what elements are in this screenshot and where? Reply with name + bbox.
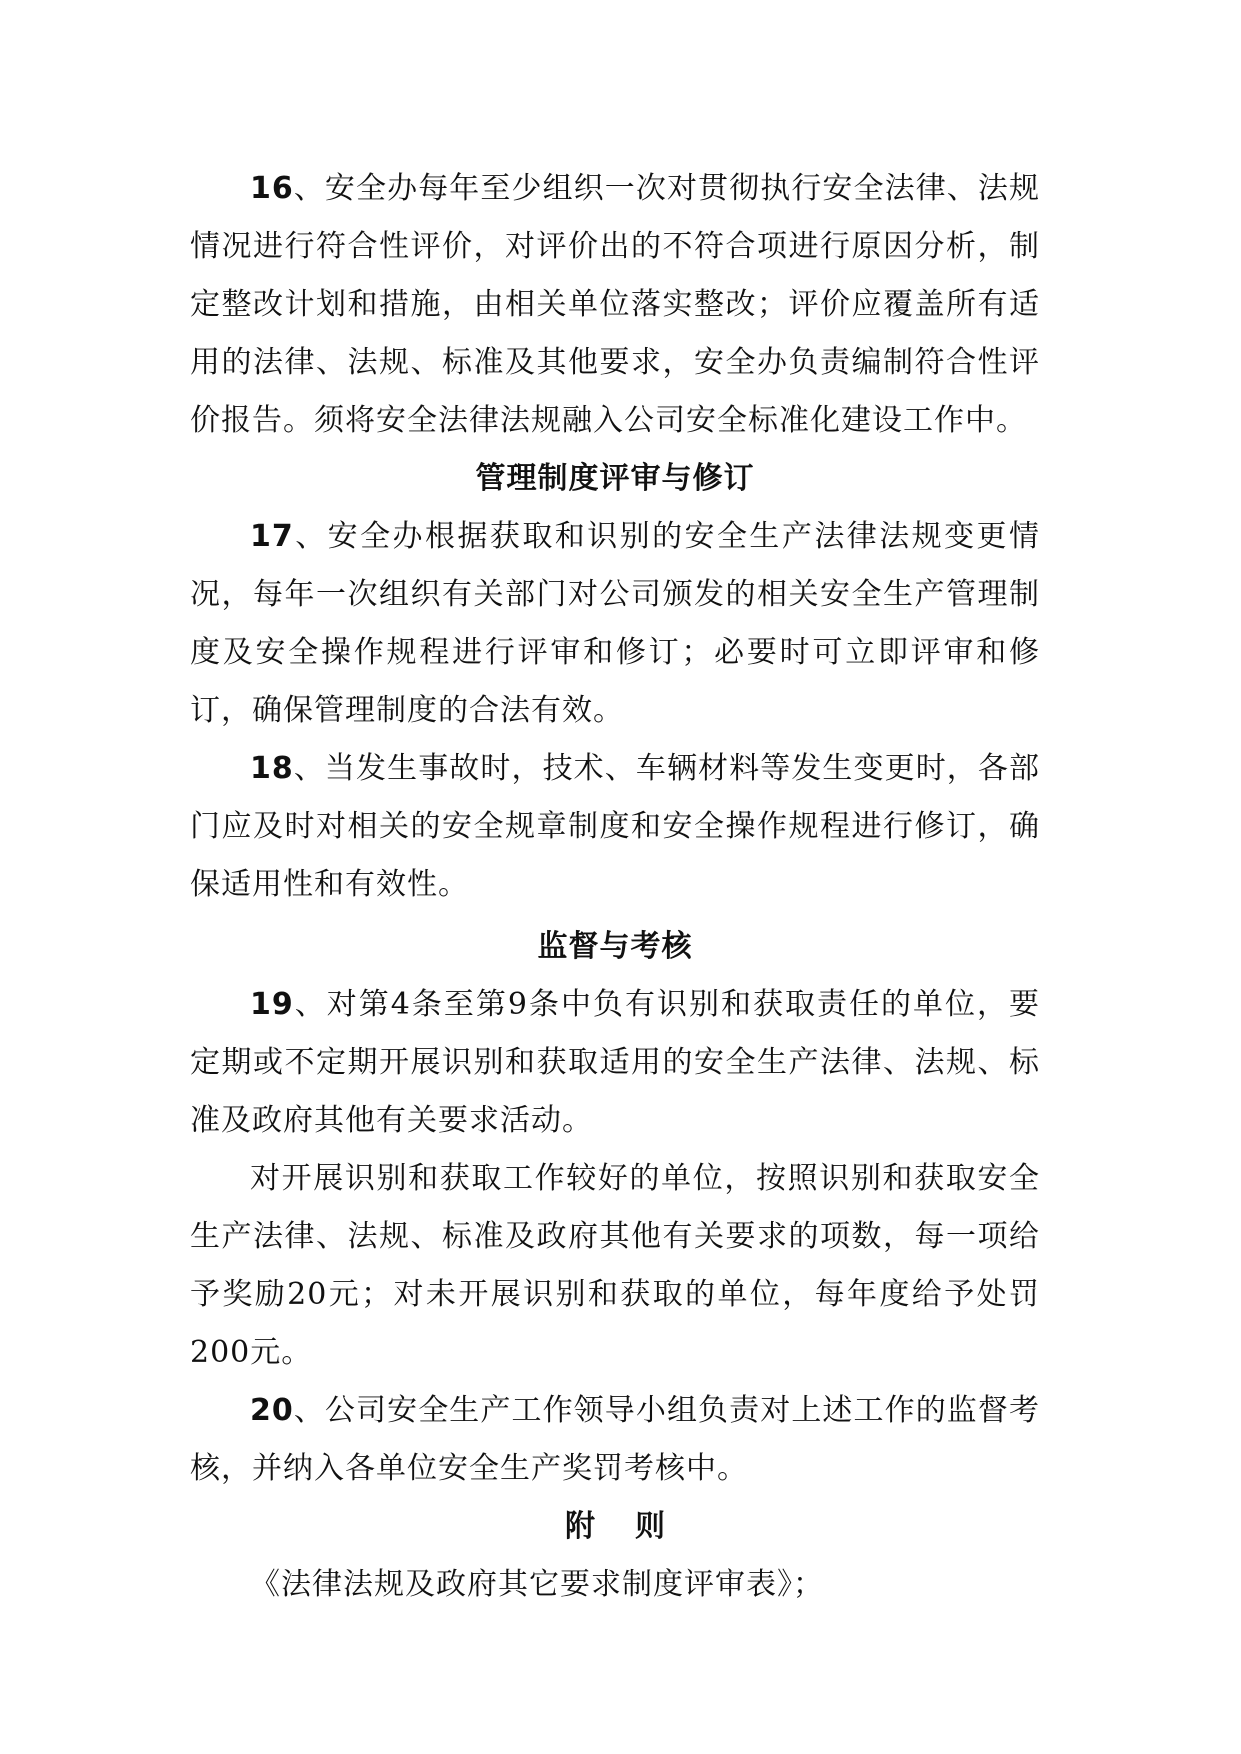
section-heading-review: 管理制度评审与修订: [475, 461, 755, 496]
clause-number: 20: [250, 1393, 294, 1428]
appendix-reference: 《法律法规及政府其它要求制度评审表》；: [250, 1567, 824, 1602]
document-body: [190, 160, 1040, 1614]
paragraph-19-reward: [190, 1150, 1040, 1382]
clause-text: 、当发生事故时，技术、车辆材料等发生变更时，各部门应及时对相关的安全规章制度和安全操作规程进行修订，确保适用性和有效性。: [190, 751, 1040, 902]
paragraph-19: [190, 976, 1040, 1150]
clause-number: 19: [250, 987, 294, 1022]
clause-number: 18: [250, 751, 294, 786]
paragraph-20: [190, 1382, 1040, 1498]
clause-number: 17: [250, 519, 294, 554]
clause-text: 、公司安全生产工作领导小组负责对上述工作的监督考核，并纳入各单位安全生产奖罚考核中。: [190, 1393, 1040, 1486]
paragraph-17: [190, 508, 1040, 740]
clause-text: 、安全办每年至少组织一次对贯彻执行安全法律、法规情况进行符合性评价，对评价出的不符合项进行原因分析，制定整改计划和措施，由相关单位落实整改；评价应覆盖所有适用的法律、法规、标准及其他要求，安全办负责编制符合性评价报告。须将安全法律法规融入公司安全标准化建设工作中。: [190, 171, 1040, 438]
section-heading-appendix: 附则: [565, 1509, 705, 1544]
clause-text: 对开展识别和获取工作较好的单位，按照识别和获取安全生产法律、法规、标准及政府其他有关要求的项数，每一项给予奖励20元；对未开展识别和获取的单位，每年度给予处罚200元。: [190, 1161, 1040, 1370]
clause-text: 、对第4条至第9条中负有识别和获取责任的单位，要定期或不定期开展识别和获取适用的安全生产法律、法规、标准及政府其他有关要求活动。: [190, 987, 1040, 1138]
paragraph-16: [190, 160, 1040, 450]
section-heading-supervision: 监督与考核: [537, 929, 693, 964]
clause-number: 16: [250, 171, 294, 206]
clause-text: 、安全办根据获取和识别的安全生产法律法规变更情况，每年一次组织有关部门对公司颁发的相关安全生产管理制度及安全操作规程进行评审和修订；必要时可立即评审和修订，确保管理制度的合法有效。: [190, 519, 1040, 728]
paragraph-18: [190, 740, 1040, 914]
